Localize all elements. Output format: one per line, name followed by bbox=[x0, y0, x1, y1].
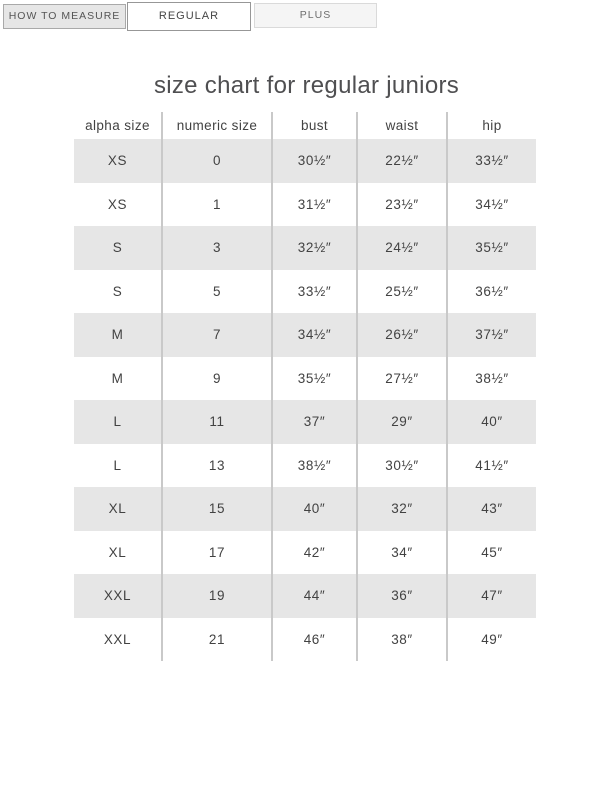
column-header: waist bbox=[357, 112, 447, 139]
table-cell: 34½″ bbox=[447, 183, 536, 227]
table-cell: 37″ bbox=[272, 400, 357, 444]
table-cell: 37½″ bbox=[447, 313, 536, 357]
table-cell: 40″ bbox=[447, 400, 536, 444]
table-cell: 43″ bbox=[447, 487, 536, 531]
table-cell: XS bbox=[74, 139, 162, 183]
table-row bbox=[74, 183, 536, 227]
table-cell: 3 bbox=[162, 226, 272, 270]
table-row bbox=[74, 531, 536, 575]
table-cell: 38½″ bbox=[447, 357, 536, 401]
table-cell: 9 bbox=[162, 357, 272, 401]
table-cell: 25½″ bbox=[357, 270, 447, 314]
table-cell: 49″ bbox=[447, 618, 536, 662]
table-cell: 19 bbox=[162, 574, 272, 618]
column-header: bust bbox=[272, 112, 357, 139]
table-cell: 33½″ bbox=[447, 139, 536, 183]
table-cell: 7 bbox=[162, 313, 272, 357]
table-cell: 45″ bbox=[447, 531, 536, 575]
table-cell: 1 bbox=[162, 183, 272, 227]
table-cell: XL bbox=[108, 544, 127, 560]
table-cell: 15 bbox=[162, 487, 272, 531]
table-row bbox=[74, 313, 536, 357]
table-cell: 32½″ bbox=[272, 226, 357, 270]
size-chart-table bbox=[74, 112, 536, 661]
column-header: numeric size bbox=[162, 112, 272, 139]
table-cell: 44″ bbox=[272, 574, 357, 618]
table-cell: 13 bbox=[162, 444, 272, 488]
table-cell: 26½″ bbox=[357, 313, 447, 357]
table-row bbox=[74, 444, 536, 488]
table-cell: 40″ bbox=[272, 487, 357, 531]
table-body bbox=[74, 139, 536, 661]
table-cell: 36½″ bbox=[447, 270, 536, 314]
table-cell: S bbox=[74, 226, 162, 270]
table-row bbox=[74, 139, 536, 183]
table-cell: 30½″ bbox=[357, 444, 447, 488]
table-cell: 35½″ bbox=[272, 357, 357, 401]
table-cell: L bbox=[113, 457, 122, 473]
table-row bbox=[74, 618, 536, 662]
tab-plus[interactable]: PLUS bbox=[254, 3, 377, 28]
table-cell: 21 bbox=[162, 618, 272, 662]
table-header-row bbox=[74, 112, 536, 139]
table-cell: 32″ bbox=[357, 487, 447, 531]
tab-how-to-measure[interactable]: HOW TO MEASURE bbox=[3, 4, 126, 29]
table-cell: 36″ bbox=[357, 574, 447, 618]
table-cell: 35½″ bbox=[447, 226, 536, 270]
table-row bbox=[74, 487, 536, 531]
table-cell: S bbox=[112, 283, 123, 299]
table-cell: 31½″ bbox=[272, 183, 357, 227]
table-cell: 0 bbox=[162, 139, 272, 183]
table-cell: 41½″ bbox=[447, 444, 536, 488]
table-cell: 29″ bbox=[357, 400, 447, 444]
table-cell: 42″ bbox=[272, 531, 357, 575]
table-cell: 46″ bbox=[272, 618, 357, 662]
table-cell: 33½″ bbox=[272, 270, 357, 314]
tab-regular[interactable]: REGULAR bbox=[127, 2, 251, 31]
table-cell: XXL bbox=[74, 574, 162, 618]
table-row bbox=[74, 400, 536, 444]
table-cell: M bbox=[111, 370, 124, 386]
table-cell: 34½″ bbox=[272, 313, 357, 357]
table-row bbox=[74, 357, 536, 401]
table-row bbox=[74, 270, 536, 314]
table-row bbox=[74, 574, 536, 618]
table-cell: 38″ bbox=[357, 618, 447, 662]
table-cell: M bbox=[74, 313, 162, 357]
table-cell: XS bbox=[107, 196, 128, 212]
column-header: hip bbox=[447, 112, 536, 139]
table-cell: XXL bbox=[103, 631, 132, 647]
table-cell: 5 bbox=[162, 270, 272, 314]
table-cell: 11 bbox=[162, 400, 272, 444]
table-cell: 38½″ bbox=[272, 444, 357, 488]
table-cell: XL bbox=[74, 487, 162, 531]
table-cell: 17 bbox=[162, 531, 272, 575]
table-cell: L bbox=[74, 400, 162, 444]
table-cell: 34″ bbox=[357, 531, 447, 575]
table-cell: 27½″ bbox=[357, 357, 447, 401]
table-cell: 22½″ bbox=[357, 139, 447, 183]
table-cell: 23½″ bbox=[357, 183, 447, 227]
table-cell: 24½″ bbox=[357, 226, 447, 270]
table-cell: 30½″ bbox=[272, 139, 357, 183]
column-header: alpha size bbox=[74, 112, 162, 139]
table-cell: 47″ bbox=[447, 574, 536, 618]
table-row bbox=[74, 226, 536, 270]
page-title: size chart for regular juniors bbox=[153, 72, 460, 99]
